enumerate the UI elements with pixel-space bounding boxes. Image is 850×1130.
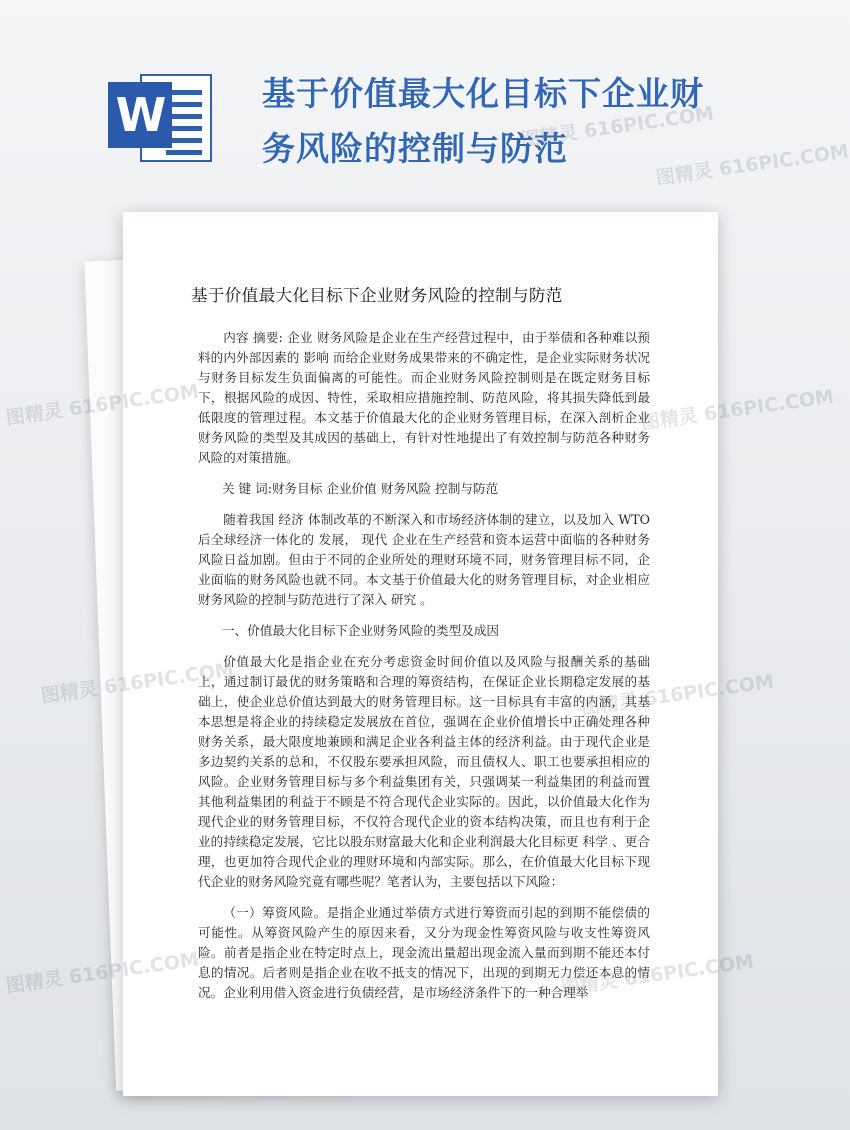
body-paragraph: 价值最大化是指企业在充分考虑资金时间价值以及风险与报酬关系的基础上，通过制订最优的财务策略和合理的筹资结构，在保证企业长期稳定发展的基础上，使企业总价值达到最大的财务管理目标。这一目标具有丰富的内涵，其基本思想是将企业的持续稳定发展放在首位，强调在企业价值增长中正确处理各种财务关系，最大限度地兼顾和满足企业各利益主体的经济利益。由于现代企业是多边契约关系的总和，不仅股东要承担风险，而且债权人、职工也要承担相应的风险。企业财务管理目标与多个利益集团有关，只强调某一利益集团的利益而置其他利益集团的利益于不顾是不符合现代企业实际的。因此，以价值最大化作为现代企业的财务管理目标，不仅符合现代企业的资本结构决策，而且也有利于企业的持续稳定发展，它比以股东财富最大化和企业利润最大化目标更 科学 、更合理，也更加符合现代企业的理财环境和内部实际。那么，在价值最大化目标下现代企业的财务风险究竟有哪些呢？笔者认为，主要包括以下风险： <box>198 654 650 889</box>
document-page <box>123 212 718 1096</box>
watermark: 图精灵 616PIC.COM <box>579 670 776 720</box>
intro-paragraph: 随着我国 经济 体制改革的不断深入和市场经济体制的建立，以及加入 WTO 后全球经济一体化的 发展， 现代 企业在生产经营和资本运营中面临的各种财务风险日益加剧。但由于不同的企业所处的理财环境不同，财务管理目标不同，企业面临的财务风险也就不同。本文基于价值最大化的财务管理目标，对企业相应财务风险的控制与防范进行了深入 研究 。 <box>198 512 650 607</box>
watermark: 图精灵 616PIC.COM <box>4 948 201 998</box>
word-logo-icon: W <box>108 82 172 148</box>
body-paragraph: （一）筹资风险。是指企业通过举债方式进行筹资而引起的到期不能偿债的可能性。从筹资风险产生的原因来看，又分为现金性筹资风险与收支性筹资风险。前者是指企业在特定时点上，现金流出量超出现金流入量而到期不能还本付息的情况。后者则是指企业在收不抵支的情况下，出现的到期无力偿还本息的情况。企业利用借入资金进行负债经营，是市场经济条件下的一种合理举 <box>198 905 650 1000</box>
watermark: 图精灵 616PIC.COM <box>654 140 850 190</box>
watermark: 图精灵 616PIC.COM <box>639 385 836 435</box>
section-heading: 一、价值最大化目标下企业财务风险的类型及成因 <box>221 623 499 638</box>
abstract-paragraph: 内容 摘要: 企业 财务风险是企业在生产经营过程中，由于举债和各种难以预料的内外部因素的 影响 而给企业财务成果带来的不确定性，是企业实际财务状况与财务目标发生负面偏离的可能性。而企业财务风险控制则是在既定财务目标下，根据风险的成因、特性，采取相应措施控制、防范风险，将其损失降低到最低限度的管理过程。本文基于价值最大化的企业财务管理目标，在深入剖析企业财务风险的类型及其成因的基础上，有针对性地提出了有效控制与防范各种财务风险的对策措施。 <box>198 330 650 465</box>
watermark: 图精灵 616PIC.COM <box>39 658 236 708</box>
watermark: 图精灵 616PIC.COM <box>559 950 756 1000</box>
document-body <box>198 328 650 1014</box>
keywords-paragraph: 关 键 词:财务目标 企业价值 财务风险 控制与防范 <box>221 481 499 496</box>
header-title: 基于价值最大化目标下企业财务风险的控制与防范 <box>262 74 704 168</box>
watermark: 图精灵 616PIC.COM <box>519 102 716 152</box>
watermark: 图精灵 616PIC.COM <box>4 380 201 430</box>
word-app-icon <box>108 68 214 168</box>
document-title: 基于价值最大化目标下企业财务风险的控制与防范 <box>191 286 563 305</box>
